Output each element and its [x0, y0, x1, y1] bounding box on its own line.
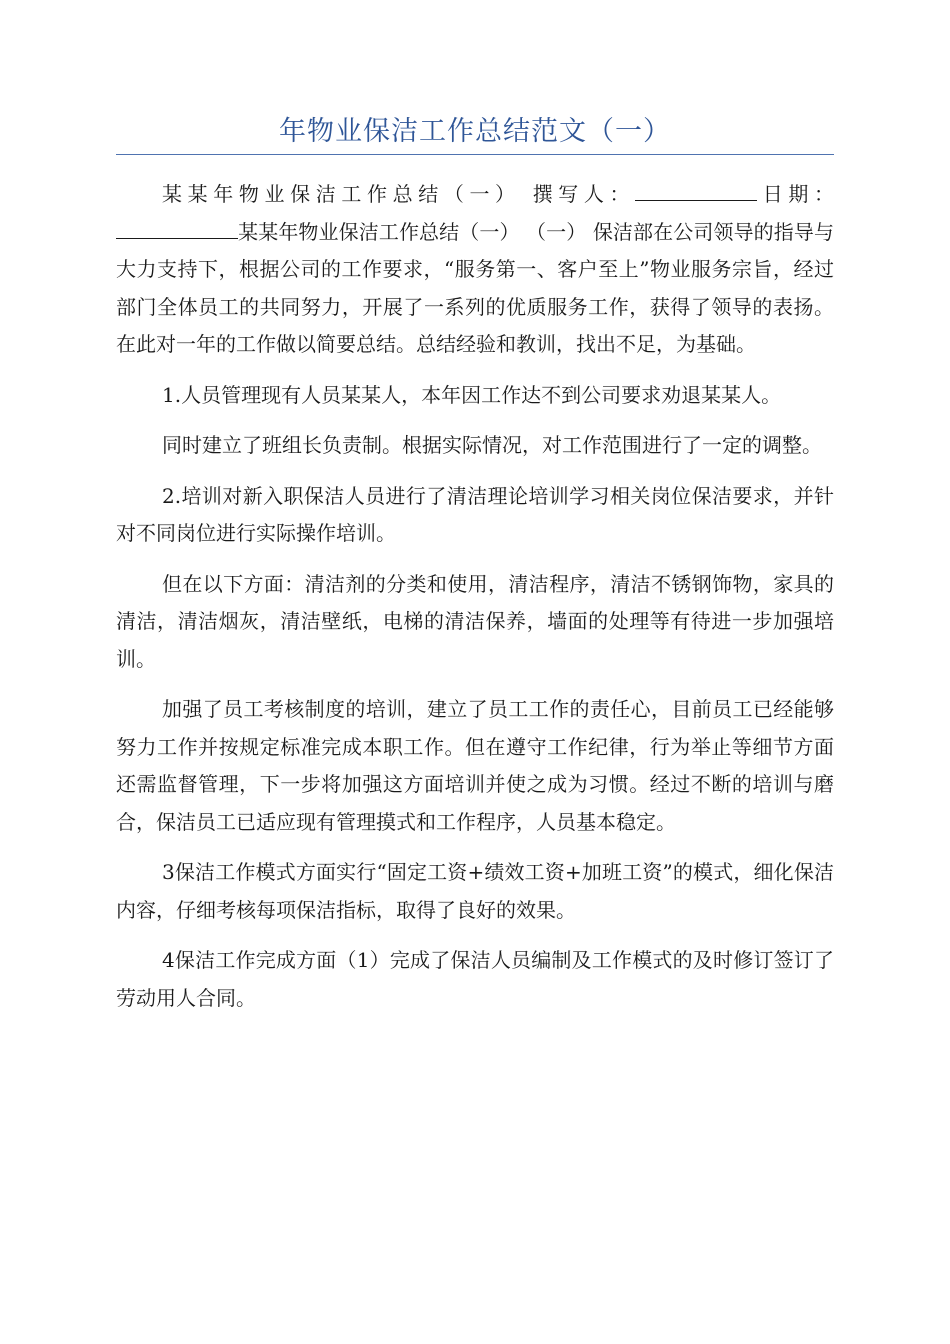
intro-body-text: 某某年物业保洁工作总结（一） （一） 保洁部在公司领导的指导与大力支持下，根据公司的工作要求，“服务第一、客户至上”物业服务宗旨，经过部门全体员工的共同努力，开展了一系列的优质服务工作，获得了领导的表扬。在此对一年的工作做以简要总结。总结经验和教训，找出不足，为基础。	[116, 219, 834, 356]
author-blank	[635, 180, 757, 201]
document-title: 年物业保洁工作总结范文（一）	[279, 116, 671, 147]
paragraph-assessment: 加强了员工考核制度的培训，建立了员工工作的责任心，目前员工已经能够努力工作并按规定标准完成本职工作。但在遵守工作纪律，行为举止等细节方面还需监督管理，下一步将加强这方面培训并使之成为习惯。经过不断的培训与磨合，保洁员工已适应现有管理摸式和工作程序，人员基本稳定。	[116, 697, 834, 834]
date-label: 日期：	[757, 182, 835, 206]
paragraph-personnel: 1.人员管理现有人员某某人，本年因工作达不到公司要求劝退某某人。	[162, 382, 782, 407]
date-blank	[116, 218, 238, 239]
paragraph-team-leader: 同时建立了班组长负责制。根据实际情况，对工作范围进行了一定的调整。	[162, 433, 822, 457]
intro-paragraph	[116, 176, 834, 364]
paragraph-completion: 4保洁工作完成方面（1）完成了保洁人员编制及工作模式的及时修订签订了劳动用人合同。	[116, 948, 834, 1010]
intro-heading-text: 某某年物业保洁工作总结（一） 撰写人：	[162, 182, 636, 206]
title-underline	[116, 154, 834, 155]
paragraph-training: 2.培训对新入职保洁人员进行了清洁理论培训学习相关岗位保洁要求，并针对不同岗位进行实际操作培训。	[116, 483, 834, 545]
paragraph-work-model: 3保洁工作模式方面实行“固定工资+绩效工资+加班工资”的模式，细化保洁内容，仔细考核每项保洁指标，取得了良好的效果。	[116, 860, 834, 922]
paragraph-training-gaps: 但在以下方面：清洁剂的分类和使用，清洁程序，清洁不锈钢饰物，家具的清洁，清洁烟灰，清洁壁纸，电梯的清洁保养，墙面的处理等有待进一步加强培训。	[116, 571, 834, 671]
document-body	[116, 176, 834, 1030]
